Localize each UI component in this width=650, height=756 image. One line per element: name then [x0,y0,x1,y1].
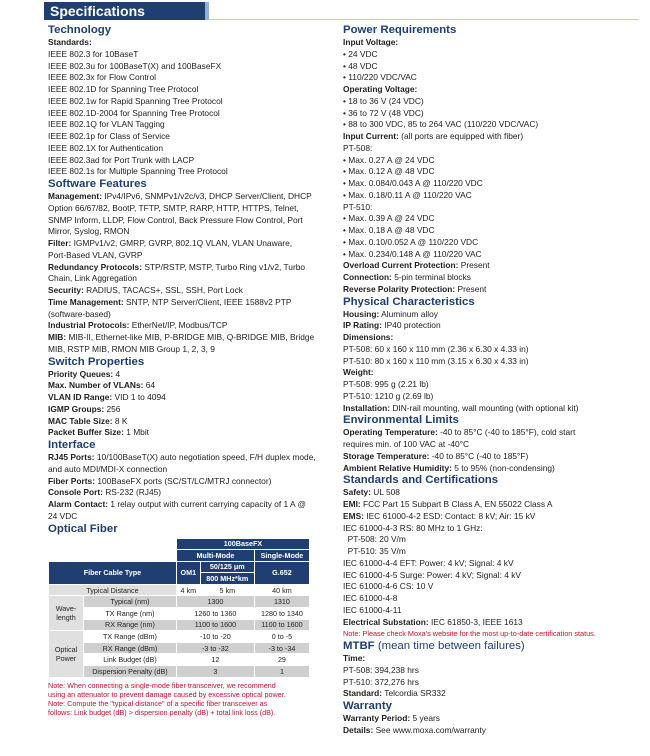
typ-dist-50: 5 km [200,584,254,596]
spec-line: IEC 61000-4-3 RS: 80 MHz to 1 GHz: [343,522,483,533]
spec-line: Fiber Ports: 100BaseFX ports (SC/ST/LC/MTRJ connector) [48,475,272,486]
spec-line: Priority Queues: 4 [48,368,121,379]
wave-row-sm: 1100 to 1600 [254,619,309,631]
standards-label: Standards: [48,37,92,47]
interface-items [48,452,320,523]
typical-distance-label: Typical Distance [49,584,177,596]
spec-line: IEEE 802.1p for Class of Service [48,131,170,141]
banner-title: Specifications [50,3,145,19]
spec-line: • Max. 0.12 A @ 48 VDC [343,166,435,177]
wave-row-mm: 1260 to 1360 [176,608,254,620]
technology-heading: Technology [48,24,112,36]
spec-line: PT-508: 394,238 hrs [343,664,419,675]
ems-lines [343,523,640,617]
input-current: Input Current: (all ports are equipped with fiber) [343,131,524,141]
spec-line: using an attenuator to prevent damage caused by excessive optical power. [48,689,286,699]
weight-list [343,379,640,403]
spec-line: Mirror, Syslog, RMON [48,226,130,237]
opt-row-label: Link Budget (dB) [84,654,177,666]
opt-row-sm: 29 [254,654,309,666]
operating-voltage-list [343,96,640,131]
spec-line: VLAN ID Range: VID 1 to 4094 [48,392,166,402]
om1-header: OM1 [176,561,200,584]
pt508-label: PT-508: [343,142,373,153]
spec-line: PT-508: 995 g (2.21 lb) [343,379,429,389]
spec-line: IEEE 802.1D for Spanning Tree Protocol [48,84,199,94]
interface-heading: Interface [48,439,96,451]
power-heading: Power Requirements [343,24,457,36]
input-voltage-label: Input Voltage: [343,37,399,47]
spec-line: Packet Buffer Size: 1 Mbit [48,427,150,438]
spec-line: Note: Compute the "typical distance" of a specific fiber transceiver as [48,698,268,708]
spec-line: Security: RADIUS, TACACS+, SSL, SSH, Port Lock [48,285,243,295]
spec-line: MAC Table Size: 8 K [48,415,128,426]
opt-row-sm: -3 to -34 [254,642,309,654]
spec-line: Chain, Link Aggregation [48,273,137,284]
storage-temp: Storage Temperature: -40 to 85°C (-40 to 185°F) [343,450,529,461]
operating-temp: Operating Temperature: -40 to 85°C (-40 to 185°F), cold start [343,427,576,438]
wave-row-sm: 1310 [254,596,309,608]
standards-list [48,49,320,178]
spec-line: Port-Based VLAN, GVRP [48,249,143,260]
standards-heading: Standards and Certifications [343,474,499,487]
software-heading: Software Features [48,178,147,190]
mm-size-1: 50/125 μm [200,561,254,573]
emi: EMI: FCC Part 15 Subpart B Class A, EN 55022 Class A [343,499,553,509]
single-mode-header: Single-Mode [254,550,309,562]
switch-items [48,369,320,440]
spec-line: 24 VDC [48,510,78,521]
spec-line: PT-510: 80 x 160 x 110 mm (3.15 x 6.30 x 4.33 in) [343,355,529,366]
opt-row-label: RX Range (dBm) [84,642,177,654]
spec-line: PT-510: 372,276 hrs [343,676,419,687]
spec-line: IGMP Groups: 256 [48,403,121,414]
spec-line: Option 66/67/82, BootP, TFTP, SMTP, RARP, HTTP, HTTPS, Telnet, [48,202,299,213]
opt-row-label: TX Range (dBm) [84,631,177,643]
warranty-details: Details: See www.moxa.com/warranty [343,724,486,735]
spec-line: Reverse Polarity Protection: Present [343,283,487,294]
spec-line: IEC 61000-4-11 [343,604,402,615]
left-column [48,24,320,717]
wave-row-label: RX Range (nm) [84,619,177,631]
optical-heading: Optical Fiber [48,522,118,535]
spec-line: • Max. 0.39 A @ 24 VDC [343,213,435,224]
wave-row-mm: 1300 [176,596,254,608]
humidity: Ambient Relative Humidity: 5 to 95% (non-condensing) [343,462,555,473]
multi-mode-header: Multi-Mode [176,550,254,562]
spec-line: PT-510: 35 V/m [343,546,406,556]
spec-line: MIB, RSTP MIB, RMON MIB Group 1, 2, 3, 9 [48,343,215,354]
wave-row-mm: 1100 to 1600 [176,619,254,631]
right-column [343,24,640,737]
spec-line: and auto MDI/MDI-X connection [48,463,168,474]
specifications-banner [44,2,205,20]
optical-notes [48,681,320,717]
spec-line: IEC 61000-4-8 [343,593,398,603]
spec-line: RJ45 Ports: 10/100BaseT(X) auto negotiation speed, F/H duplex mode, [48,452,316,462]
spec-line: IEEE 802.3u for 100BaseT(X) and 100BaseFX [48,60,222,71]
spec-line: Redundancy Protocols: STP/RSTP, MSTP, Turbo Ring v1/v2, Turbo [48,261,306,272]
wave-row-label: TX Range (nm) [84,608,177,620]
spec-line: • 110/220 VDC/VAC [343,72,417,83]
opt-row-mm: 3 [176,666,254,678]
spec-line: Max. Number of VLANs: 64 [48,380,156,391]
mm-size-2: 800 MHz*km [200,573,254,585]
spec-line: • 36 to 72 V (48 VDC) [343,107,424,118]
spec-line: follows: Link budget (dB) > dispersion penalty (dB) + total link loss (dB). [48,707,276,717]
pt508-current-list [343,155,640,202]
environmental-heading: Environmental Limits [343,414,459,427]
opt-row-label: Dispersion Penalty (dB) [84,666,177,678]
spec-line: IEEE 802.1w for Rapid Spanning Tree Protocol [48,95,223,106]
spec-line: • 24 VDC [343,48,378,59]
spec-line: Filter: IGMPv1/v2, GMRP, GVRP, 802.1Q VLAN, VLAN Unaware, [48,238,293,248]
opt-row-mm: -10 to -20 [176,631,254,643]
spec-line: • Max. 0.18/0.11 A @ 110/220 VAC [343,189,472,200]
spec-line: IEC 61000-4-5 Surge: Power: 4 kV; Signal: 4 kV [343,569,521,580]
pt510-label: PT-510: [343,201,373,212]
spec-line: • 88 to 300 VDC, 85 to 264 VAC (110/220 VDC/VAC) [343,119,539,130]
spec-line: IEEE 802.3ad for Port Trunk with LACP [48,154,195,165]
spec-line: Overload Current Protection: Present [343,260,490,271]
spec-line: • Max. 0.084/0.043 A @ 110/220 VDC [343,178,483,188]
wavelength-label: Wave- length [49,596,84,631]
spec-line: IEEE 802.3x for Flow Control [48,72,156,83]
spec-line: IEEE 802.3 for 10BaseT [48,48,139,59]
spec-line: Industrial Protocols: EtherNet/IP, Modbus/TCP [48,320,228,331]
spec-line: PT-508: 60 x 160 x 110 mm (2.36 x 6.30 x 4.33 in) [343,343,529,354]
wave-row-label: Typical (nm) [84,596,177,608]
spec-line: Alarm Contact: 1 relay output with current carrying capacity of 1 A @ [48,499,306,509]
spec-line: PT-508: 20 V/m [343,534,406,545]
spec-line: • Max. 0.18 A @ 48 VDC [343,225,435,235]
dimensions-list [343,344,640,368]
spec-line: PT-510: 1210 g (2.69 lb) [343,390,434,401]
spec-line: Connection: 5-pin terminal blocks [343,272,471,282]
operating-voltage-label: Operating Voltage: [343,84,418,94]
dimensions-label: Dimensions: [343,332,394,342]
spec-line: • Max. 0.234/0.148 A @ 110/220 VAC [343,248,482,259]
g652-header: G.652 [254,561,309,584]
spec-line: Management: IPv4/IPv6, SNMPv1/v2c/v3, DHCP Server/Client, DHCP [48,191,312,201]
group-header: 100BaseFX [176,538,309,550]
spec-line: (software-based) [48,308,111,319]
spec-line: Note: When connecting a single-mode fiber transceiver, we recommend [48,680,276,690]
spec-line: IEEE 802.1s for Multiple Spanning Tree Protocol [48,166,228,177]
spec-line: IEC 61000-4-6 CS: 10 V [343,581,434,592]
banner-accent [205,2,209,20]
spec-line: • 18 to 36 V (24 VDC) [343,95,424,106]
safety: Safety: UL 508 [343,487,400,498]
spec-line: • Max. 0.27 A @ 24 VDC [343,154,435,165]
power-extra [343,260,640,295]
spec-line: IEC 61000-4-4 EFT: Power: 4 kV; Signal: 4 kV [343,557,514,568]
mtbf-time-label: Time: [343,653,366,663]
spec-line: • 48 VDC [343,60,378,71]
opt-row-mm: 12 [176,654,254,666]
spec-line: IEEE 802.1Q for VLAN Tagging [48,119,165,130]
spec-line: SNMP Inform, LLDP, Flow Control, Back Pressure Flow Control, Port [48,214,303,225]
typ-dist-sm: 40 km [254,584,309,596]
mtbf-heading: MTBF (mean time between failures) [343,640,525,652]
spec-line: IEEE 802.1D-2004 for Spanning Tree Protocol [48,107,220,118]
weight-label: Weight: [343,367,374,378]
optical-fiber-table [48,538,310,678]
wave-row-sm: 1280 to 1340 [254,608,309,620]
ems: EMS: IEC 61000-4-2 ESD: Contact: 8 kV; Air: 15 kV [343,510,536,521]
installation: Installation: DIN-rail mounting, wall mounting (with optional kit) [343,402,579,413]
ip-rating: IP Rating: IP40 protection [343,320,441,331]
mtbf-lines [343,665,640,689]
warranty-heading: Warranty [343,700,392,712]
operating-temp-2: requires min. of 100 VAC at -40°C [343,439,470,449]
spec-line: Console Port: RS-232 (RJ45) [48,487,162,498]
housing: Housing: Aluminum alloy [343,308,438,319]
pt510-current-list [343,213,640,260]
opt-row-mm: -3 to -32 [176,642,254,654]
spec-line: • Max. 0.10/0.052 A @ 110/220 VDC [343,236,479,247]
typ-dist-om1: 4 km [176,584,200,596]
spec-line: Time Management: SNTP, NTP Server/Client, IEEE 1588v2 PTP [48,296,292,307]
opt-row-sm: 0 to -5 [254,631,309,643]
software-items [48,191,320,356]
cert-note: Note: Please check Moxa's website for the most up-to-date certification status. [343,629,596,639]
fiber-type-header: Fiber Cable Type [49,561,177,584]
switch-heading: Switch Properties [48,355,145,368]
opt-row-sm: 1 [254,666,309,678]
warranty-period: Warranty Period: 5 years [343,713,440,723]
spec-line: IEEE 802.1X for Authentication [48,142,164,153]
spec-line: MIB: MIB-II, Ethernet-like MIB, P-BRIDGE MIB, Q-BRIDGE MIB, Bridge [48,332,315,342]
substation: Electrical Substation: IEC 61850-3, IEEE 1613 [343,616,523,627]
banner-rule [209,19,639,20]
mtbf-standard: Standard: Telcordia SR332 [343,688,446,699]
input-voltage-list [343,49,640,84]
optical-power-label: Optical Power [49,631,84,677]
physical-heading: Physical Characteristics [343,295,475,308]
